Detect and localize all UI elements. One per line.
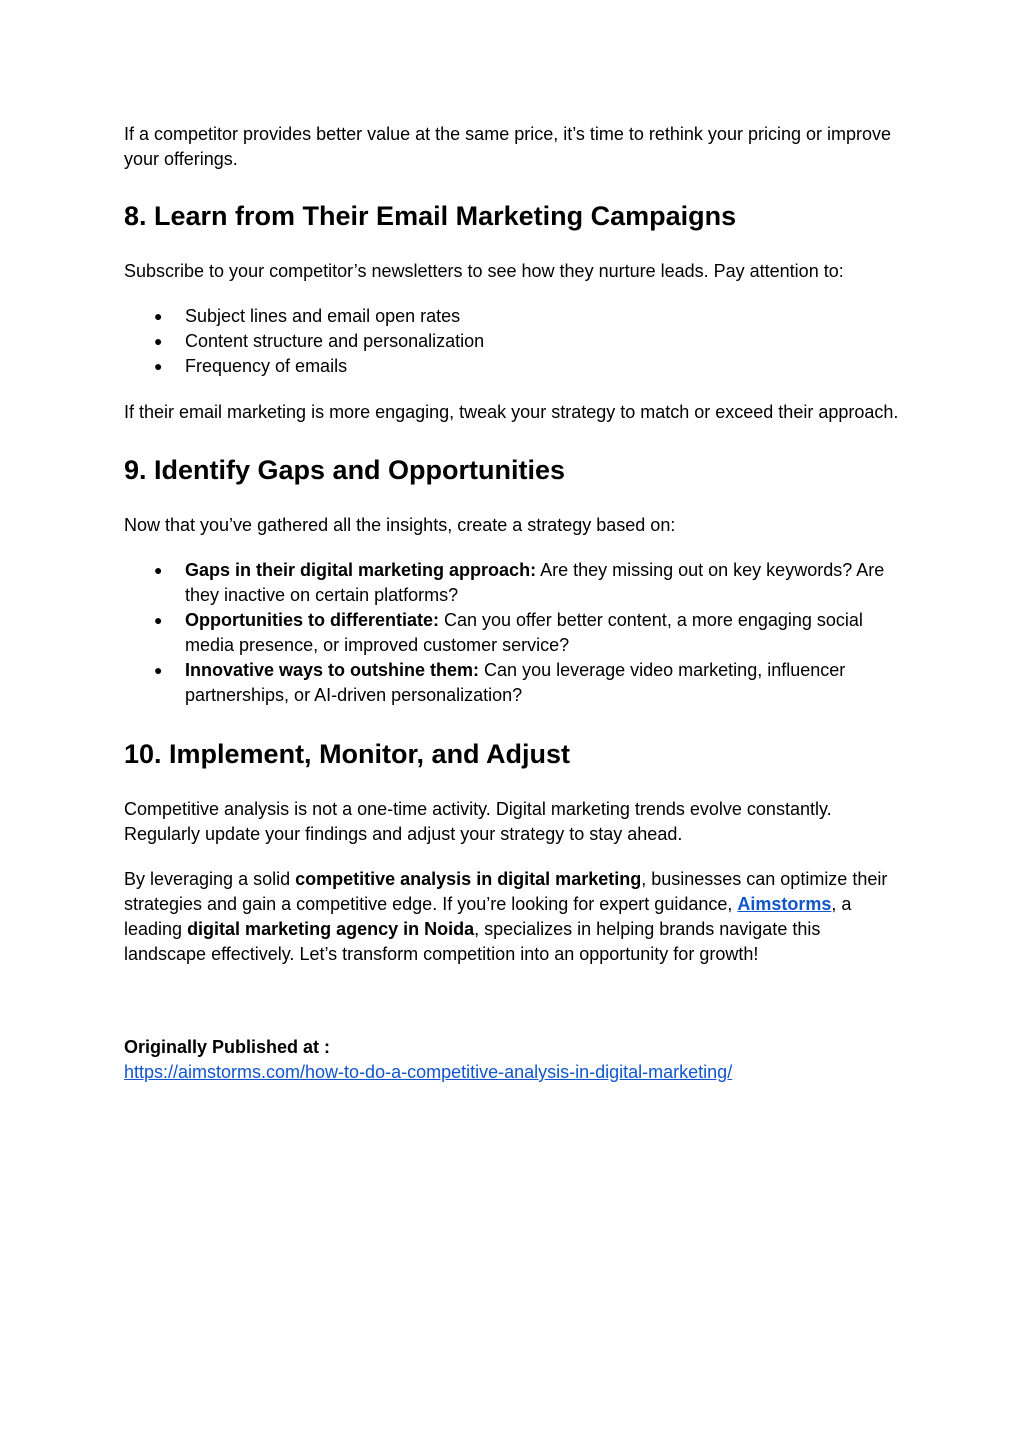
list-item: ● Subject lines and email open rates [124, 304, 904, 329]
section-10-closing: By leveraging a solid competitive analysis in digital marketing, businesses can optimize their strategies and gain a competitive edge. If you’re looking for expert guidance, Aimstorms, a leading digital marketing agency in Noida, specializes in helping brands navigate this landscape effectively. Let’s transform competition into an opportunity for growth! [124, 869, 888, 964]
section-8-heading: 8. Learn from Their Email Marketing Campaigns [124, 201, 737, 231]
intro-paragraph: If a competitor provides better value at the same price, it’s time to rethink your pricing or improve your offerings. [124, 124, 892, 169]
keyword-bold: competitive analysis in digital marketing [295, 869, 642, 889]
bullet-icon: ● [154, 662, 163, 678]
section-8-paragraph: Subscribe to your competitor’s newsletters to see how they nurture leads. Pay attention to: [124, 261, 844, 281]
bullet-icon: ● [154, 562, 163, 578]
bullet-lead: Gaps in their digital marketing approach: [185, 560, 537, 580]
list-item: ● Innovative ways to outshine them: Can you leverage video marketing, influencer partnerships, or AI-driven personalization? [154, 660, 846, 705]
bullet-icon: ● [154, 358, 163, 374]
aimstorms-link[interactable]: Aimstorms [737, 894, 832, 914]
section-9-heading: 9. Identify Gaps and Opportunities [124, 455, 566, 485]
bullet-lead: Innovative ways to outshine them: [185, 660, 480, 680]
section-9-paragraph: Now that you’ve gathered all the insights, create a strategy based on: [124, 515, 676, 535]
list-item: ● Content structure and personalization [124, 329, 904, 354]
bullet-icon: ● [154, 333, 163, 349]
bullet-icon: ● [154, 612, 163, 628]
bullet-icon: ● [154, 308, 163, 324]
source-url-line [124, 1060, 904, 1085]
section-8-bullet-list [124, 304, 904, 379]
agency-bold: digital marketing agency in Noida [187, 919, 475, 939]
list-item: ● Opportunities to differentiate: Can you offer better content, a more engaging social media presence, or improved customer service? [154, 610, 863, 655]
section-9-bullet-list [124, 558, 904, 708]
section-10-paragraph: Competitive analysis is not a one-time activity. Digital marketing trends evolve constantly. Regularly update your findings and adjust your strategy to stay ahead. [124, 799, 832, 844]
originally-published-label: Originally Published at : [124, 1037, 331, 1057]
section-10-heading: 10. Implement, Monitor, and Adjust [124, 739, 571, 769]
list-item: ● Gaps in their digital marketing approach: Are they missing out on key keywords? Are they inactive on certain platforms? [154, 560, 885, 605]
list-item: ● Frequency of emails [124, 354, 904, 379]
bullet-lead: Opportunities to differentiate: [185, 610, 439, 630]
document-page [124, 122, 904, 1085]
source-url-link[interactable]: https://aimstorms.com/how-to-do-a-competitive-analysis-in-digital-marketing/ [124, 1062, 733, 1082]
section-8-closing: If their email marketing is more engaging, tweak your strategy to match or exceed their approach. [124, 402, 899, 422]
